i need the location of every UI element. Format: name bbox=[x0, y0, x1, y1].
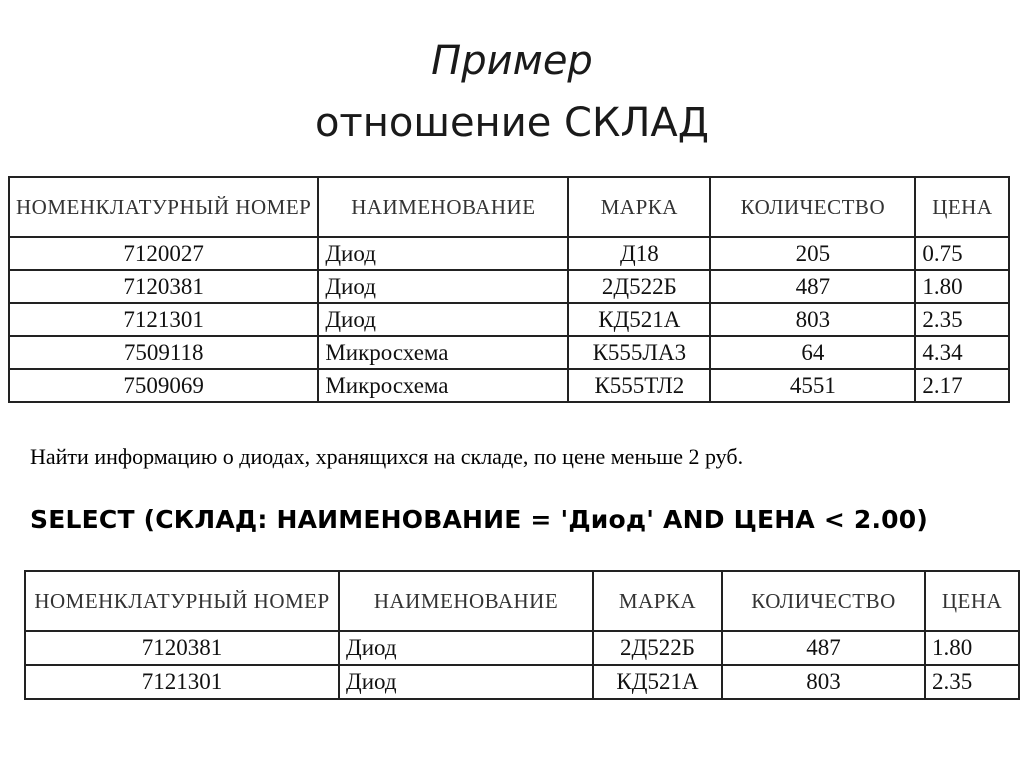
cell-quantity: 487 bbox=[722, 631, 925, 665]
cell-price: 0.75 bbox=[915, 237, 1009, 270]
column-header-number: НОМЕНКЛАТУРНЫЙ НОМЕР bbox=[9, 177, 318, 237]
table-row bbox=[9, 270, 1009, 303]
cell-name: Диод bbox=[318, 270, 568, 303]
cell-mark: КД521А bbox=[593, 665, 722, 699]
cell-number: 7121301 bbox=[9, 303, 318, 336]
cell-number: 7120381 bbox=[25, 631, 339, 665]
cell-number: 7509118 bbox=[9, 336, 318, 369]
table-row bbox=[9, 336, 1009, 369]
select-query: SELECT (СКЛАД: НАИМЕНОВАНИЕ = 'Диод' AND ЦЕНА < 2.00) bbox=[30, 505, 928, 534]
column-header-quantity: КОЛИЧЕСТВО bbox=[722, 571, 925, 631]
column-header-name: НАИМЕНОВАНИЕ bbox=[339, 571, 593, 631]
cell-quantity: 803 bbox=[722, 665, 925, 699]
column-header-name: НАИМЕНОВАНИЕ bbox=[318, 177, 568, 237]
column-header-mark: МАРКА bbox=[568, 177, 710, 237]
column-header-mark: МАРКА bbox=[593, 571, 722, 631]
cell-price: 4.34 bbox=[915, 336, 1009, 369]
cell-mark: Д18 bbox=[568, 237, 710, 270]
slide-subtitle: отношение СКЛАД bbox=[314, 100, 710, 146]
cell-name: Диод bbox=[339, 631, 593, 665]
cell-quantity: 64 bbox=[710, 336, 915, 369]
cell-name: Микросхема bbox=[318, 336, 568, 369]
table-row bbox=[25, 665, 1019, 699]
cell-mark: КД521А bbox=[568, 303, 710, 336]
cell-mark: К555ТЛ2 bbox=[568, 369, 710, 402]
table-header-row bbox=[25, 571, 1019, 631]
cell-name: Диод bbox=[339, 665, 593, 699]
cell-price: 1.80 bbox=[925, 631, 1019, 665]
cell-name: Диод bbox=[318, 303, 568, 336]
column-header-price: ЦЕНА bbox=[925, 571, 1019, 631]
column-header-number: НОМЕНКЛАТУРНЫЙ НОМЕР bbox=[25, 571, 339, 631]
table-header-row bbox=[9, 177, 1009, 237]
cell-mark: 2Д522Б bbox=[593, 631, 722, 665]
cell-number: 7121301 bbox=[25, 665, 339, 699]
table-row bbox=[9, 369, 1009, 402]
cell-number: 7120381 bbox=[9, 270, 318, 303]
column-header-quantity: КОЛИЧЕСТВО bbox=[710, 177, 915, 237]
cell-price: 2.35 bbox=[915, 303, 1009, 336]
table-row bbox=[9, 237, 1009, 270]
cell-price: 2.17 bbox=[915, 369, 1009, 402]
table-row bbox=[25, 631, 1019, 665]
result-table bbox=[24, 570, 1020, 700]
cell-price: 2.35 bbox=[925, 665, 1019, 699]
column-header-price: ЦЕНА bbox=[915, 177, 1009, 237]
cell-quantity: 205 bbox=[710, 237, 915, 270]
cell-number: 7120027 bbox=[9, 237, 318, 270]
cell-name: Диод bbox=[318, 237, 568, 270]
cell-name: Микросхема bbox=[318, 369, 568, 402]
cell-price: 1.80 bbox=[915, 270, 1009, 303]
cell-mark: 2Д522Б bbox=[568, 270, 710, 303]
table-row bbox=[9, 303, 1009, 336]
slide-title: Пример bbox=[431, 38, 593, 84]
cell-quantity: 487 bbox=[710, 270, 915, 303]
task-text: Найти информацию о диодах, хранящихся на складе, по цене меньше 2 руб. bbox=[30, 444, 744, 469]
cell-number: 7509069 bbox=[9, 369, 318, 402]
source-table bbox=[8, 176, 1010, 403]
cell-quantity: 803 bbox=[710, 303, 915, 336]
cell-mark: К555ЛА3 bbox=[568, 336, 710, 369]
cell-quantity: 4551 bbox=[710, 369, 915, 402]
